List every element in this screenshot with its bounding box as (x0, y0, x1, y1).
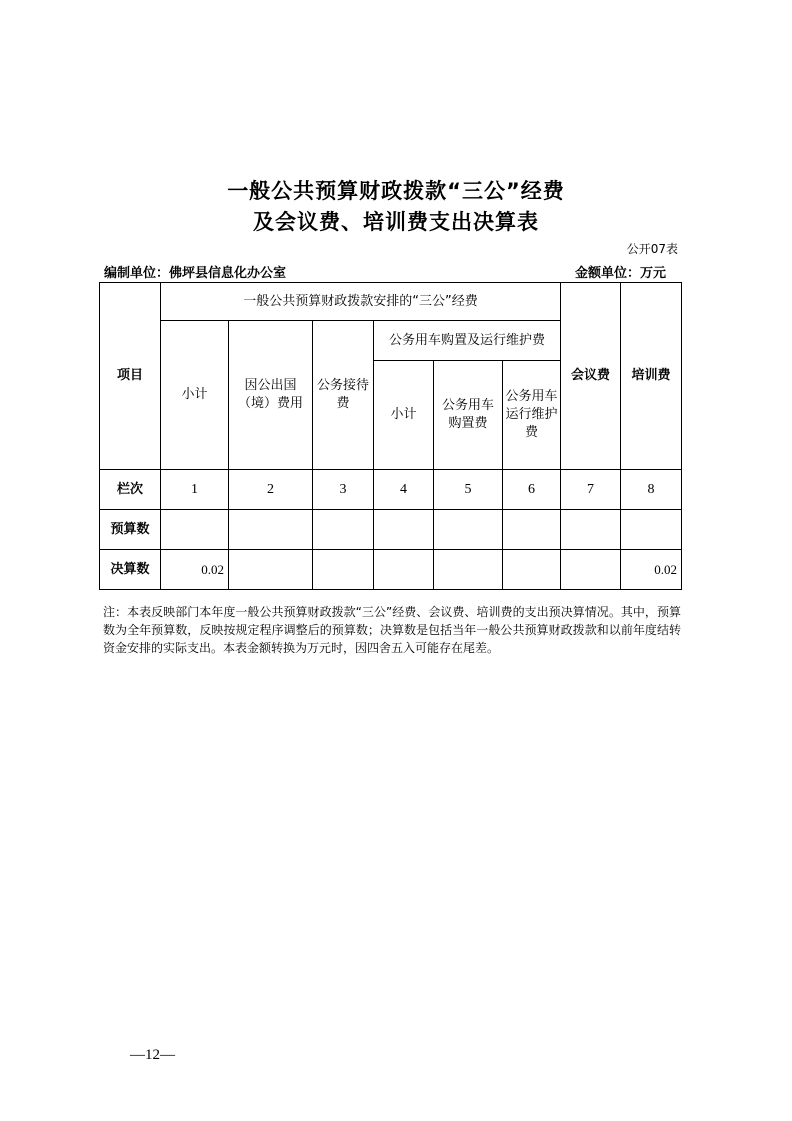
row-budget-label: 预算数 (100, 510, 161, 550)
final-cell (503, 550, 561, 590)
header-three-public: 一般公共预算财政拨款安排的“三公”经费 (161, 283, 561, 321)
table-code: 公开07表 (626, 242, 678, 256)
amount-unit: 金额单位：万元 (574, 266, 666, 281)
final-cell: 0.02 (161, 550, 229, 590)
header-vehicle-subtotal: 小计 (374, 361, 434, 470)
header-meeting: 会议费 (561, 283, 621, 470)
compiler-unit: 编制单位：佛坪县信息化办公室 (104, 266, 287, 281)
header-training: 培训费 (621, 283, 682, 470)
budget-cell (621, 510, 682, 550)
col-number: 3 (313, 470, 374, 510)
page-number: —12— (130, 1047, 175, 1063)
final-cell (374, 550, 434, 590)
budget-cell (161, 510, 229, 550)
footnote: 注：本表反映部门本年度一般公共预算财政拨款“三公”经费、会议费、培训费的支出预决算情况。其中，预算数为全年预算数，反映按规定程序调整后的预算数；决算数是包括当年一般公共预算财政拨款和以前年度结转资金安排的实际支出。本表金额转换为万元时，因四舍五入可能存在尾差。 (103, 605, 681, 655)
header-vehicle-maintenance: 公务用车运行维护费 (503, 361, 561, 470)
header-reception: 公务接待费 (313, 321, 374, 470)
final-cell (561, 550, 621, 590)
row-index-label: 栏次 (100, 470, 161, 510)
expense-table (99, 282, 682, 590)
col-number: 1 (161, 470, 229, 510)
col-number: 7 (561, 470, 621, 510)
final-cell (313, 550, 374, 590)
budget-cell (561, 510, 621, 550)
final-cell: 0.02 (621, 550, 682, 590)
col-number: 4 (374, 470, 434, 510)
budget-cell (374, 510, 434, 550)
budget-cell (229, 510, 313, 550)
final-cell (229, 550, 313, 590)
budget-cell (434, 510, 503, 550)
budget-cell (313, 510, 374, 550)
header-item: 项目 (100, 283, 161, 470)
col-number: 6 (503, 470, 561, 510)
row-final-label: 决算数 (100, 550, 161, 590)
col-number: 8 (621, 470, 682, 510)
header-subtotal: 小计 (161, 321, 229, 470)
header-vehicle-purchase: 公务用车购置费 (434, 361, 503, 470)
header-abroad: 因公出国（境）费用 (229, 321, 313, 470)
budget-cell (503, 510, 561, 550)
header-vehicle-group: 公务用车购置及运行维护费 (374, 321, 561, 361)
title-line-1: 一般公共预算财政拨款“三公”经费 (227, 179, 565, 203)
col-number: 2 (229, 470, 313, 510)
col-number: 5 (434, 470, 503, 510)
final-cell (434, 550, 503, 590)
title-line-2: 及会议费、培训费支出决算表 (253, 210, 539, 234)
